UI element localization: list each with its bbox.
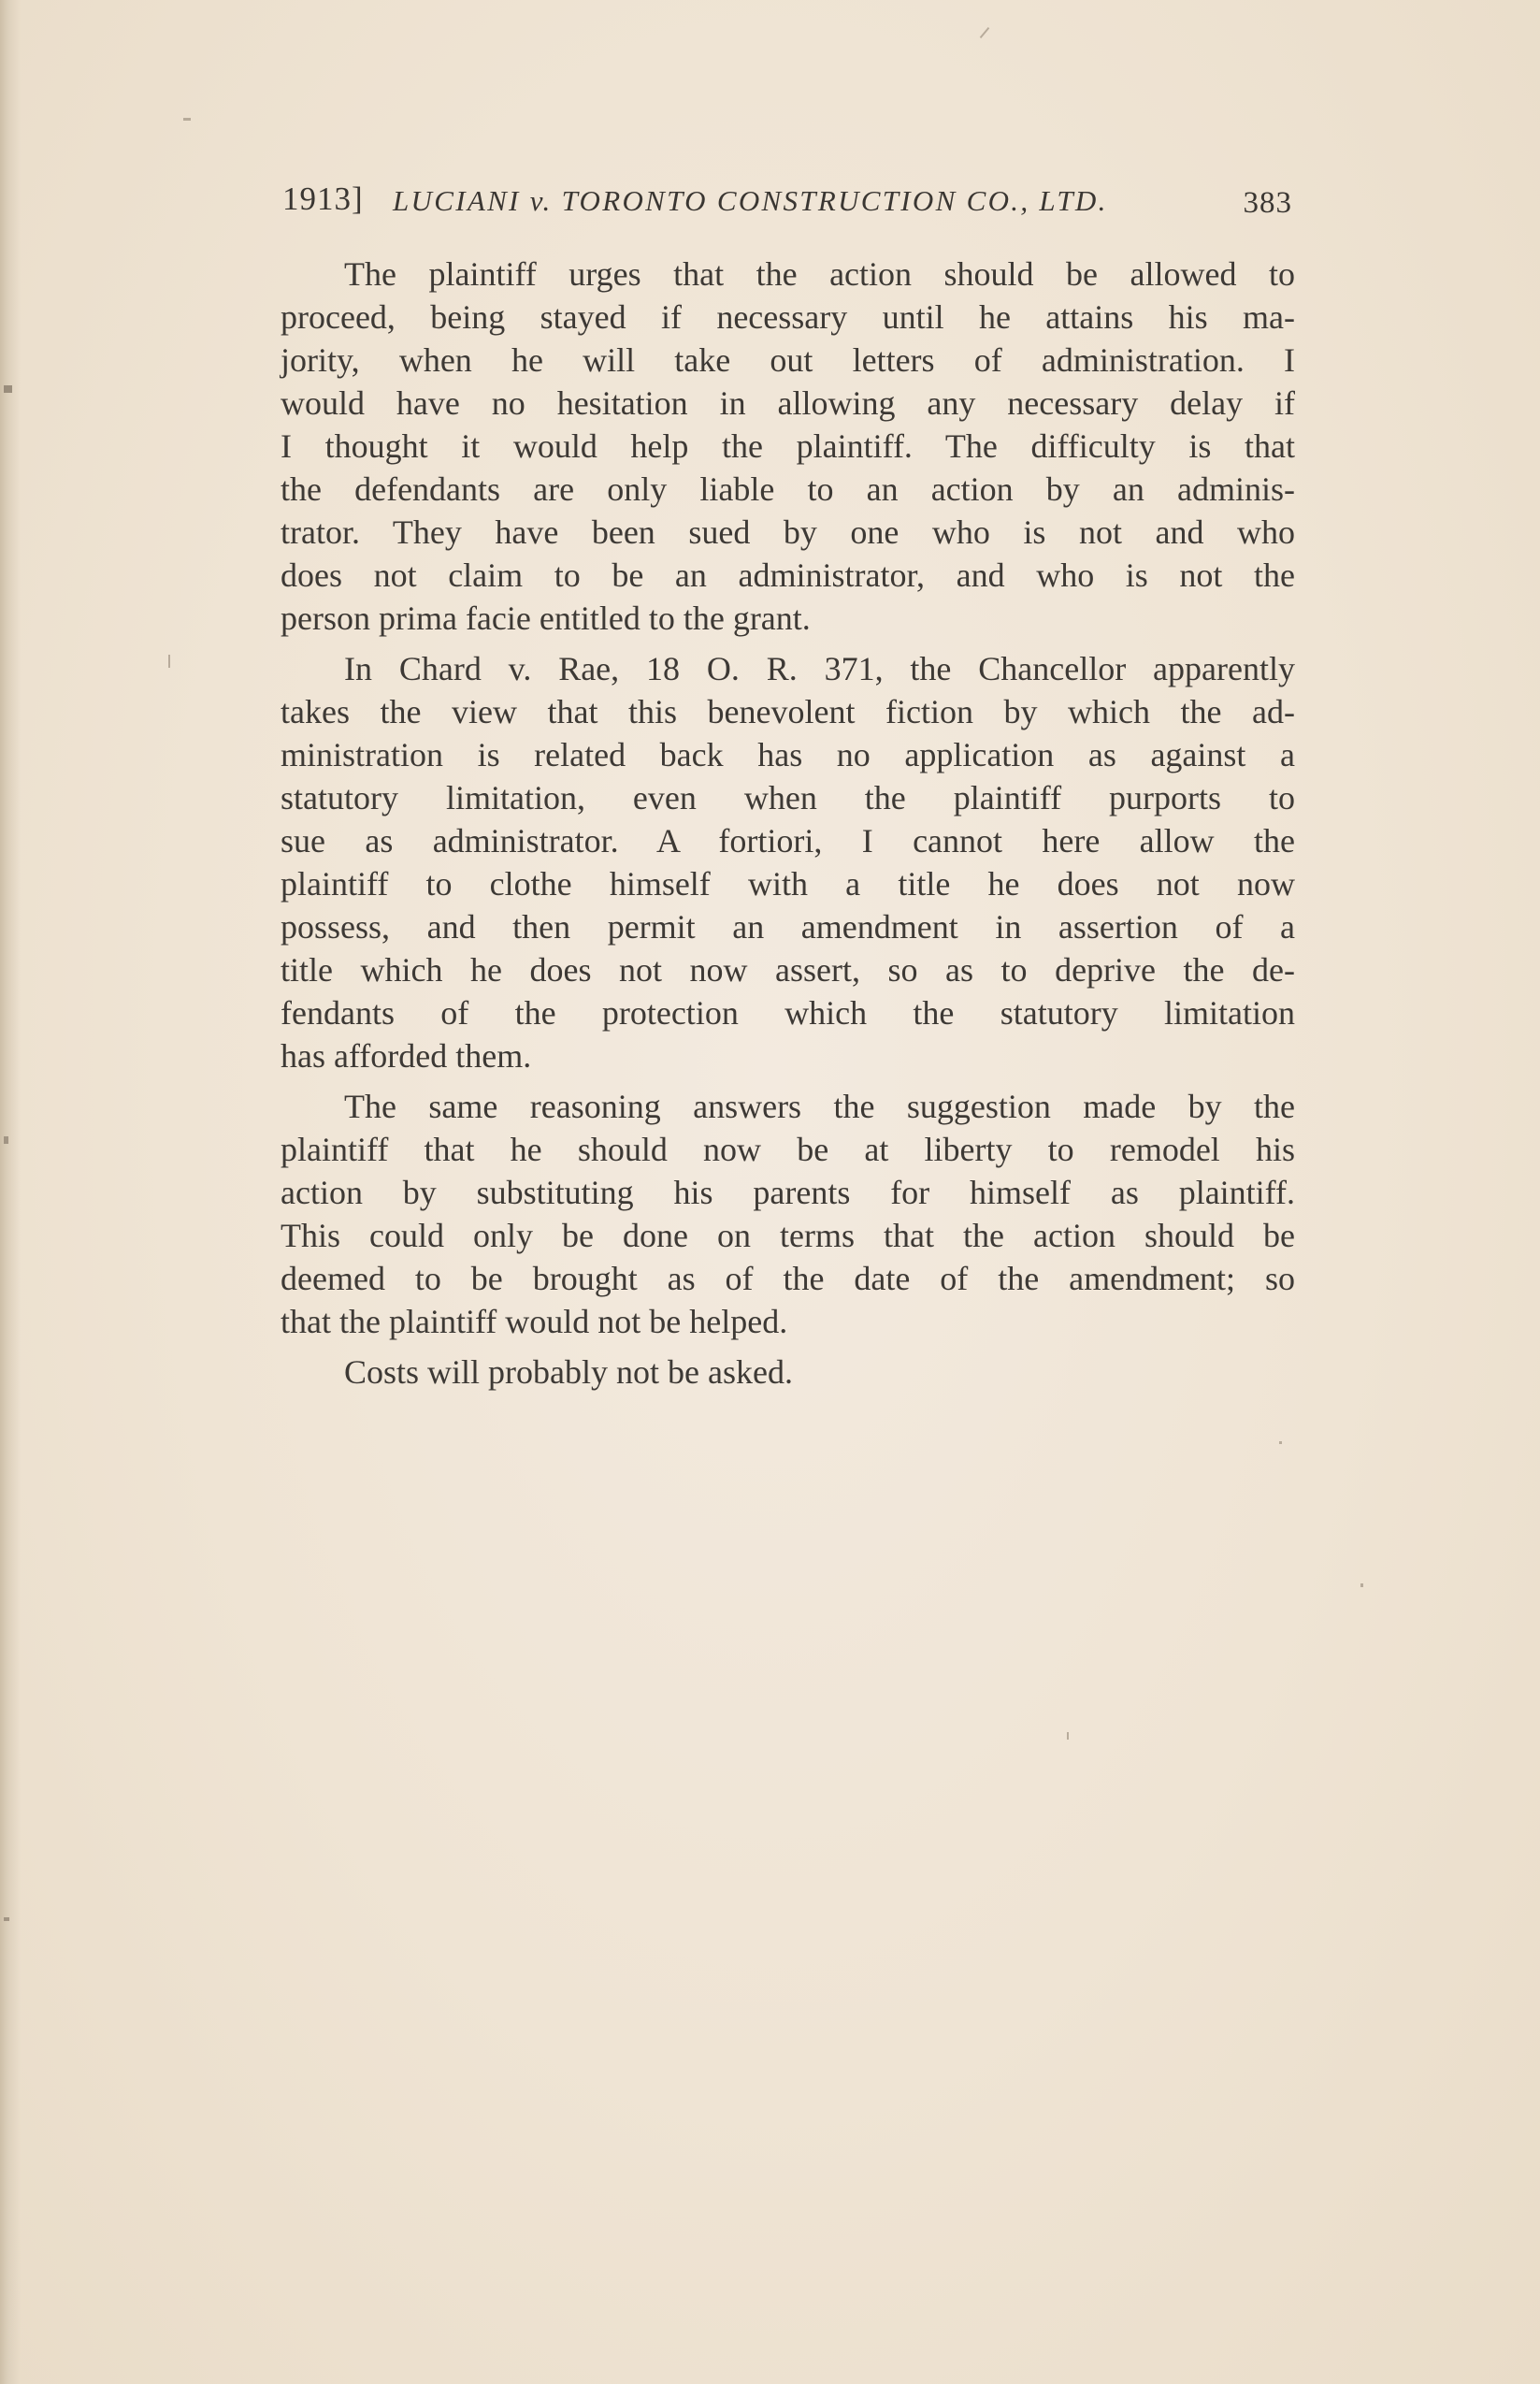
text-line: fendants of the protection which the statutory limitation [281, 994, 1295, 1032]
text-line: action by substituting his parents for himself as plaintiff. [281, 1174, 1295, 1211]
text-line: This could only be done on terms that the action should be [281, 1217, 1295, 1254]
text-line: plaintiff to clothe himself with a title he does not now [281, 865, 1295, 903]
text-line: does not claim to be an administrator, and who is not the [281, 556, 1295, 594]
text-line: proceed, being stayed if necessary until he attains his ma- [281, 298, 1295, 336]
text-line: has afforded them. [281, 1037, 532, 1075]
text-line: plaintiff that he should now be at liberty to remodel his [281, 1131, 1295, 1168]
paper-speck [1067, 1732, 1069, 1740]
paper-speck [4, 385, 12, 393]
text-line: trator. They have been sued by one who is not and who [281, 513, 1295, 551]
page-binding-edge [0, 0, 21, 2384]
paragraph-4 [281, 1351, 1295, 1394]
text-line: deemed to be brought as of the date of the amendment; so [281, 1260, 1295, 1297]
paragraph-2 [281, 647, 1295, 1077]
paper-speck [980, 27, 990, 38]
text-line: ministration is related back has no application as against a [281, 736, 1295, 773]
text-line: that the plaintiff would not be helped. [281, 1303, 788, 1340]
paragraph-3 [281, 1085, 1295, 1343]
text-line: The plaintiff urges that the action should be allowed to [344, 255, 1295, 293]
text-line: I thought it would help the plaintiff. The difficulty is that [281, 427, 1295, 465]
text-line: sue as administrator. A fortiori, I cannot here allow the [281, 822, 1295, 860]
paper-speck [1360, 1583, 1363, 1587]
paper-speck [4, 1136, 8, 1144]
text-line: would have no hesitation in allowing any necessary delay if [281, 384, 1295, 422]
page-number: 383 [1243, 186, 1292, 220]
body-text [281, 253, 1295, 1401]
paper-speck [4, 1917, 9, 1921]
text-line: title which he does not now assert, so as to deprive the de- [281, 951, 1295, 989]
paper-speck [1279, 1441, 1282, 1444]
text-line: jority, when he will take out letters of administration. I [281, 341, 1295, 379]
text-line: takes the view that this benevolent fiction by which the ad- [281, 693, 1295, 730]
text-line: Costs will probably not be asked. [344, 1353, 793, 1391]
paragraph-1 [281, 253, 1295, 640]
paper-speck [168, 655, 170, 668]
text-line: possess, and then permit an amendment in assertion of a [281, 908, 1295, 946]
text-line: person prima facie entitled to the grant. [281, 600, 811, 637]
text-line: In Chard v. Rae, 18 O. R. 371, the Chancellor apparently [344, 650, 1295, 687]
header-running-title: LUCIANI v. TORONTO CONSTRUCTION CO., LTD. [393, 184, 1108, 217]
running-header [282, 181, 1292, 237]
header-year: 1913] [282, 181, 364, 217]
text-line: statutory limitation, even when the plaintiff purports to [281, 779, 1295, 816]
paper-speck [183, 118, 191, 121]
text-line: the defendants are only liable to an action by an adminis- [281, 470, 1295, 508]
text-line: The same reasoning answers the suggestion made by the [344, 1088, 1295, 1125]
